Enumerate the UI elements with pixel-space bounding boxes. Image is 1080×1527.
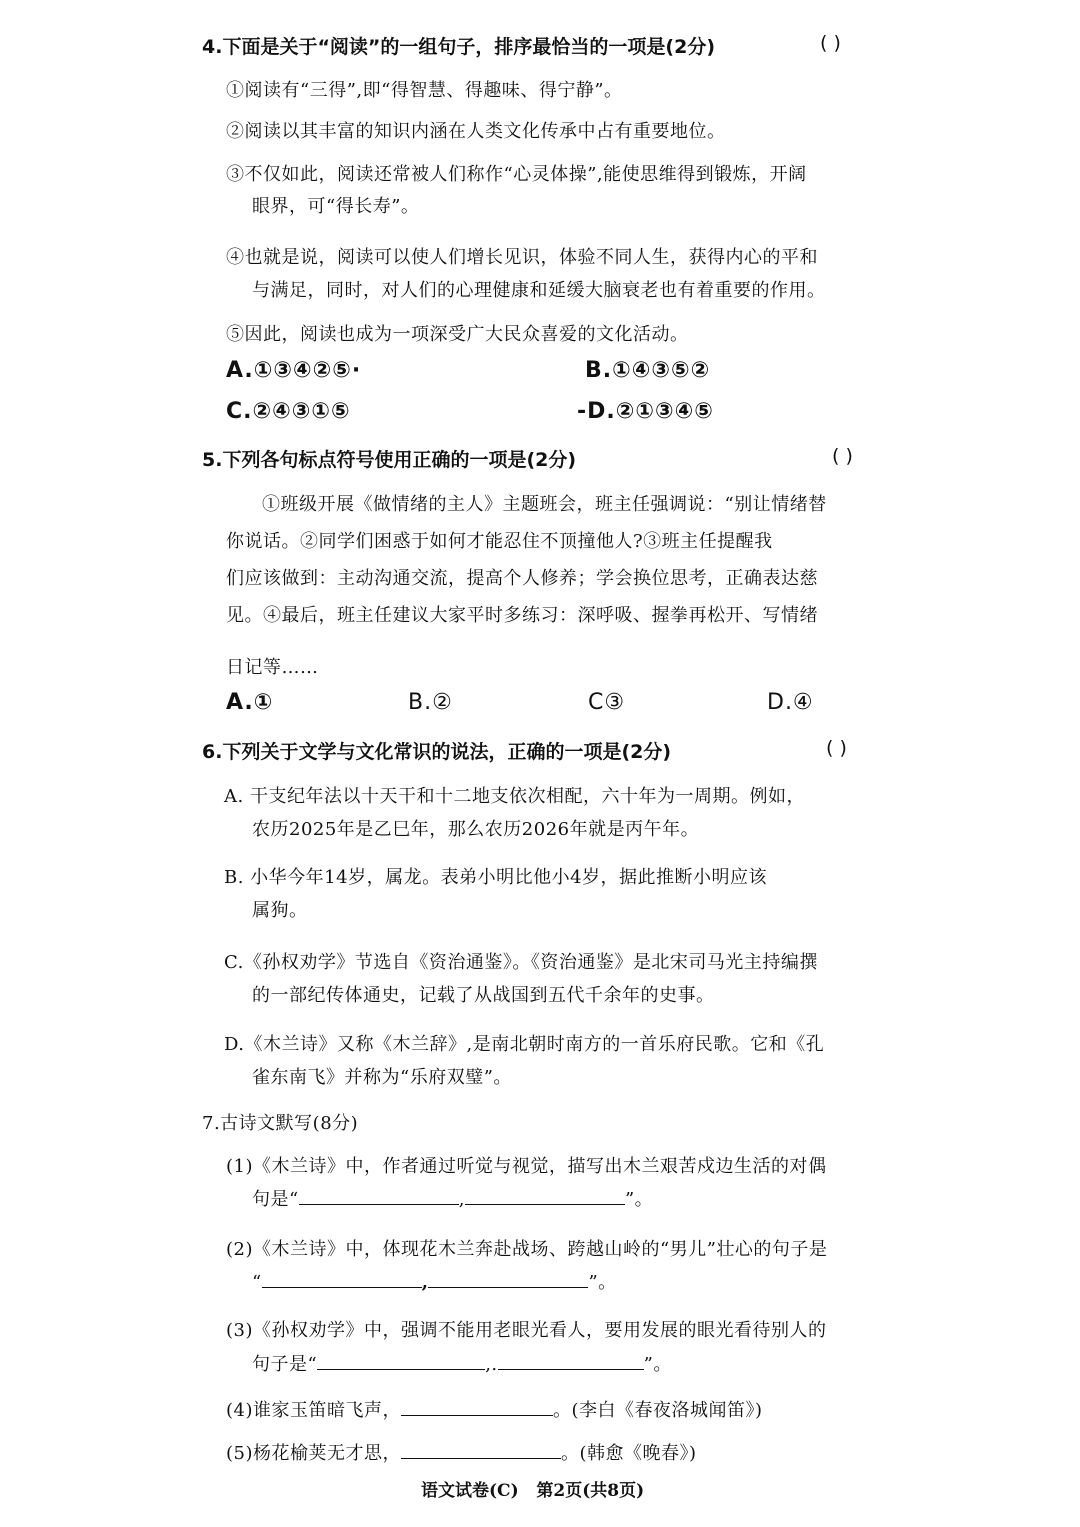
q4-answer-paren: ( )	[820, 32, 841, 54]
q5-passage-line2: 你说话。②同学们困惑于如何才能忍住不顶撞他人?③班主任提醒我	[226, 531, 773, 552]
q7-item4-prefix: (4)谁家玉笛暗飞声，	[226, 1400, 401, 1421]
q6-option-b-line2: 属狗。	[252, 900, 308, 921]
q6-option-a-line2: 农历2025年是乙巳年，那么农历2026年就是丙午年。	[252, 819, 700, 840]
q7-title: 7.古诗文默写(8分)	[202, 1113, 359, 1134]
q5-option-c: C③	[588, 690, 626, 715]
q4-sentence-3-line1: ③不仅如此，阅读还常被人们称作“心灵体操”,能使思维得到锻炼，开阔	[226, 164, 807, 185]
q7-item1-line1: (1)《木兰诗》中，作者通过听觉与视觉，描写出木兰艰苦戍边生活的对偶	[226, 1156, 827, 1177]
q7-item3-separator: ,.	[485, 1354, 498, 1375]
q7-item4-blank[interactable]	[401, 1397, 553, 1416]
q7-item3-answer-line	[252, 1350, 672, 1376]
q6-title: 6.下列关于文学与文化常识的说法，正确的一项是(2分)	[202, 741, 672, 763]
q7-item2-line1: (2)《木兰诗》中，体现花木兰奔赴战场、跨越山岭的“男儿”壮心的句子是	[226, 1239, 828, 1260]
q7-item3-blank1[interactable]	[317, 1351, 485, 1370]
q6-option-d-line1: D.《木兰诗》又称《木兰辞》,是南北朝时南方的一首乐府民歌。它和《孔	[224, 1034, 825, 1055]
q5-option-b: B.②	[408, 690, 453, 715]
q6-option-d-line2: 雀东南飞》并称为“乐府双璧”。	[252, 1067, 512, 1088]
page-footer: 语文试卷(C) 第2页(共8页)	[421, 1481, 645, 1501]
q7-item2-blank1[interactable]	[262, 1269, 422, 1288]
q5-answer-paren: ( )	[832, 445, 853, 467]
q7-item2-answer-line	[252, 1268, 617, 1294]
q7-item3-line1: (3)《孙权劝学》中，强调不能用老眼光看人，要用发展的眼光看待别人的	[226, 1320, 827, 1341]
q7-item2-blank2[interactable]	[428, 1269, 588, 1288]
q7-item5-blank[interactable]	[401, 1440, 561, 1459]
q4-option-a: A.①③④②⑤·	[226, 358, 362, 383]
q7-item2-suffix: ”。	[588, 1272, 617, 1293]
q7-item2-prefix: “	[252, 1272, 262, 1293]
q4-sentence-1: ①阅读有“三得”,即“得智慧、得趣味、得宁静”。	[226, 80, 623, 101]
q4-option-c: C.②④③①⑤	[226, 399, 351, 424]
q6-option-c-line2: 的一部纪传体通史，记载了从战国到五代千余年的史事。	[252, 985, 715, 1006]
q5-passage-line1: ①班级开展《做情绪的主人》主题班会，班主任强调说：“别让情绪替	[262, 494, 827, 515]
q6-answer-paren: ( )	[826, 737, 847, 759]
q5-option-d: D.④	[767, 690, 814, 715]
q7-item1-blank1[interactable]	[299, 1186, 459, 1205]
q5-passage-line5: 日记等……	[226, 657, 319, 678]
q7-item1-suffix: ”。	[624, 1189, 654, 1210]
q4-sentence-4-line1: ④也就是说，阅读可以使人们增长见识，体验不同人生，获得内心的平和	[226, 247, 818, 268]
q7-item4-line	[226, 1396, 763, 1422]
q4-sentence-3-line2: 眼界，可“得长寿”。	[252, 196, 420, 217]
q7-item4-suffix: 。(李白《春夜洛城闻笛》)	[553, 1400, 763, 1421]
q7-item3-blank2[interactable]	[498, 1351, 644, 1370]
q4-title: 4.下面是关于“阅读”的一组句子，排序最恰当的一项是(2分)	[202, 36, 716, 58]
q4-sentence-2: ②阅读以其丰富的知识内涵在人类文化传承中占有重要地位。	[226, 121, 726, 142]
q4-sentence-5: ⑤因此，阅读也成为一项深受广大民众喜爱的文化活动。	[226, 324, 689, 345]
q7-item5-prefix: (5)杨花榆荚无才思，	[226, 1443, 401, 1464]
q7-item3-prefix: 句子是“	[252, 1354, 318, 1375]
q4-sentence-4-line2: 与满足，同时，对人们的心理健康和延缓大脑衰老也有着重要的作用。	[252, 280, 826, 301]
q5-option-a: A.①	[226, 690, 274, 715]
q5-passage-line3: 们应该做到：主动沟通交流，提高个人修养；学会换位思考，正确表达慈	[226, 568, 818, 589]
q4-option-b: B.①④③⑤②	[585, 358, 711, 383]
q7-item1-prefix: 句是“	[252, 1189, 299, 1210]
q7-item5-line	[226, 1439, 697, 1465]
q7-item1-separator: ,	[458, 1189, 465, 1210]
q6-option-a-line1: A. 干支纪年法以十天干和十二地支依次相配，六十年为一周期。例如，	[224, 786, 805, 807]
q7-item3-suffix: ”。	[643, 1354, 672, 1375]
q7-item1-blank2[interactable]	[465, 1186, 625, 1205]
q6-option-b-line1: B. 小华今年14岁，属龙。表弟小明比他小4岁，据此推断小明应该	[224, 867, 768, 888]
q7-item1-answer-line	[252, 1185, 653, 1211]
q4-option-d: -D.②①③④⑤	[577, 399, 714, 424]
q5-title: 5.下列各句标点符号使用正确的一项是(2分)	[202, 449, 577, 471]
q6-option-c-line1: C.《孙权劝学》节选自《资治通鉴》。《资治通鉴》是北宋司马光主持编撰	[224, 952, 818, 973]
q7-item2-separator: ,	[421, 1272, 429, 1293]
q7-item5-suffix: 。(韩愈《晚春》)	[561, 1443, 697, 1464]
q5-passage-line4: 见。④最后，班主任建议大家平时多练习：深呼吸、握拳再松开、写情绪	[226, 605, 818, 626]
